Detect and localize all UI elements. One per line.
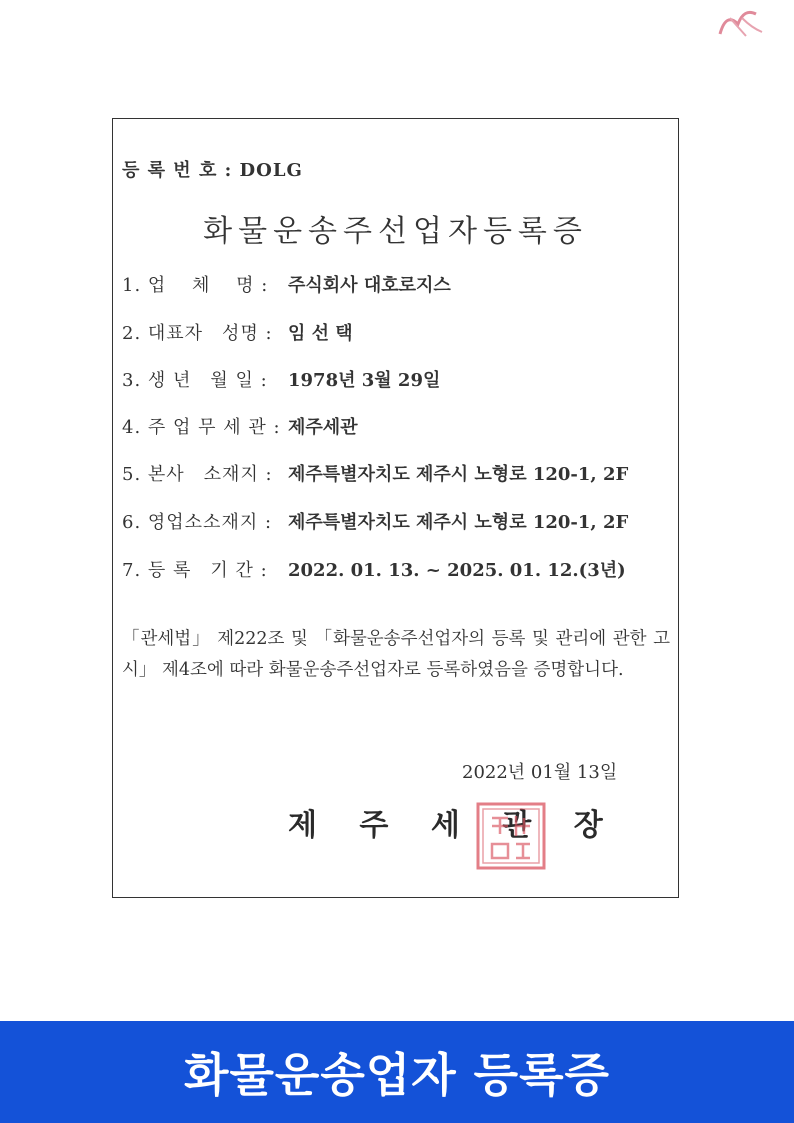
banner-title: 화물운송업자 등록증	[184, 1048, 610, 1102]
issuer-name: 제 주 세 관 장	[288, 808, 619, 843]
field-birth-date	[122, 367, 440, 395]
field-value: 2022. 01. 13. ~ 2025. 01. 12.(3년)	[288, 560, 626, 581]
field-label: 4. 주 업 무 세 관 :	[122, 417, 281, 438]
bottom-banner	[0, 1021, 794, 1123]
issue-date: 2022년 01월 13일	[462, 762, 618, 783]
field-label: 3. 생 년 월 일 :	[122, 370, 268, 391]
certificate-title: 화물운송주선업자등록증	[203, 214, 588, 249]
field-head-office-address	[122, 461, 628, 489]
field-value: 제주특별자치도 제주시 노형로 120-1, 2F	[288, 512, 629, 533]
field-value: 주식회사 대호로지스	[288, 275, 451, 296]
official-seal-icon	[472, 800, 550, 872]
field-label: 1. 업 체 명 :	[122, 275, 269, 296]
field-value: 제주세관	[288, 417, 358, 438]
field-registration-period	[122, 557, 626, 585]
field-label: 7. 등 록 기 간 :	[122, 560, 268, 581]
field-branch-address	[122, 509, 628, 537]
certification-statement: 「관세법」 제222조 및 「화물운송주선업자의 등록 및 관리에 관한 고시」 제4조에 따라 화물운송주선업자로 등록하였음을 증명합니다.	[122, 629, 670, 680]
field-company-name	[122, 272, 451, 300]
corner-mark-icon	[712, 4, 770, 44]
field-label: 6. 영업소소재지 :	[122, 512, 273, 533]
field-representative	[122, 320, 353, 348]
field-customs-office	[122, 414, 358, 442]
registration-number	[122, 156, 303, 182]
registration-label: 등 록 번 호 :	[122, 160, 233, 181]
field-value: 제주특별자치도 제주시 노형로 120-1, 2F	[288, 464, 629, 485]
field-value: 임 선 택	[288, 323, 353, 344]
field-label: 5. 본사 소재지 :	[122, 464, 273, 485]
field-label: 2. 대표자 성명 :	[122, 323, 273, 344]
registration-value: DOLG	[239, 160, 303, 181]
field-value: 1978년 3월 29일	[288, 370, 441, 391]
